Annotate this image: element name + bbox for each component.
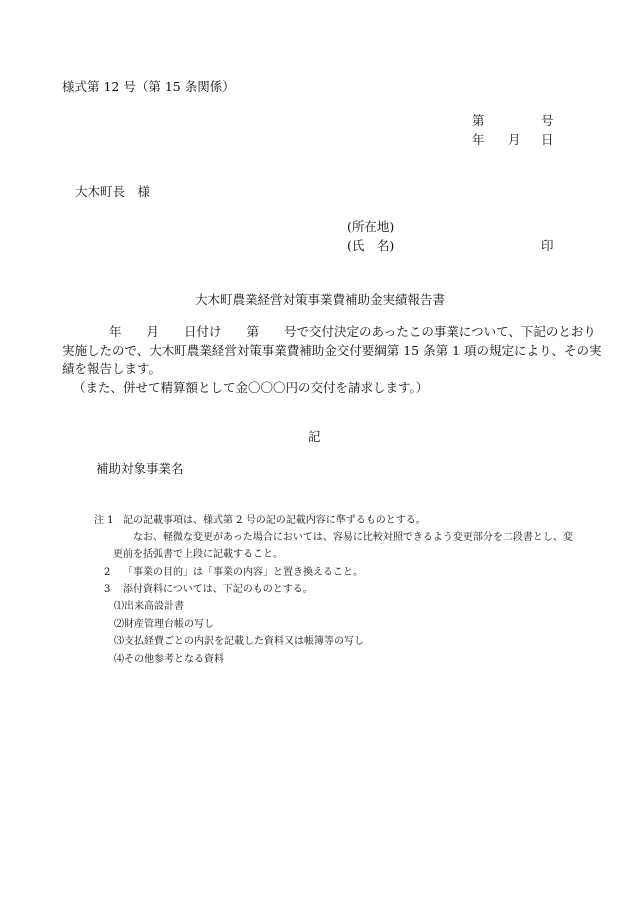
addressee: 大木町長 様 (75, 184, 151, 199)
note-1-sub-1: なお、軽微な変更があった場合においては、容易に比較対照できるよう変更部分を二段書とし、変 (133, 532, 573, 543)
ki-heading: 記 (308, 429, 321, 444)
body-line-1: 年 月 日付け 第 号で交付決定のあったこの事業について、下記のとおり (109, 324, 596, 339)
date-day: 日 (541, 132, 554, 147)
note-1-number: 注 1 (94, 515, 114, 526)
doc-number-suffix: 号 (541, 113, 554, 128)
document-title: 大木町農業経営対策事業費補助金実績報告書 (195, 292, 446, 307)
note-3-text: 添付資料については、下記のものとする。 (123, 584, 313, 595)
body-line-3: 績を報告します。 (62, 361, 162, 376)
note-3-number: 3 (104, 584, 111, 595)
note-2-number: 2 (104, 567, 111, 578)
note-1-sub-2: 更前を括弧書で上段に記載すること。 (113, 549, 283, 560)
project-name-label: 補助対象事業名 (96, 461, 184, 476)
report-body (62, 323, 602, 397)
note-2-text: 「事業の目的」は「事業の内容」と置き換えること。 (123, 567, 363, 578)
note-1-text: 記の記載事項は、様式第 2 号の記の記載内容に準ずるものとする。 (123, 515, 426, 526)
date-month: 月 (508, 132, 521, 147)
attachment-item: ⑴出来高設計書 (114, 601, 184, 612)
body-line-4: （また、併せて精算額として金〇〇〇円の交付を請求します。） (73, 379, 429, 395)
address-label: (所在地) (347, 219, 395, 234)
attachment-item: ⑷その他参考となる資料 (114, 654, 224, 665)
body-line-2: 実施したので、大木町農業経営対策事業費補助金交付要綱第 15 条第 1 項の規定により、その実 (62, 342, 602, 358)
doc-number-prefix: 第 (472, 113, 485, 128)
attachment-item: ⑵財産管理台帳の写し (114, 619, 214, 630)
date-year: 年 (472, 132, 485, 147)
form-number-label: 様式第 12 号（第 15 条関係） (62, 79, 235, 94)
attachment-item: ⑶支払経費ごとの内訳を記載した資料又は帳簿等の写し (114, 636, 364, 647)
name-label: (氏 名) (347, 238, 395, 253)
seal-mark: 印 (541, 238, 554, 253)
